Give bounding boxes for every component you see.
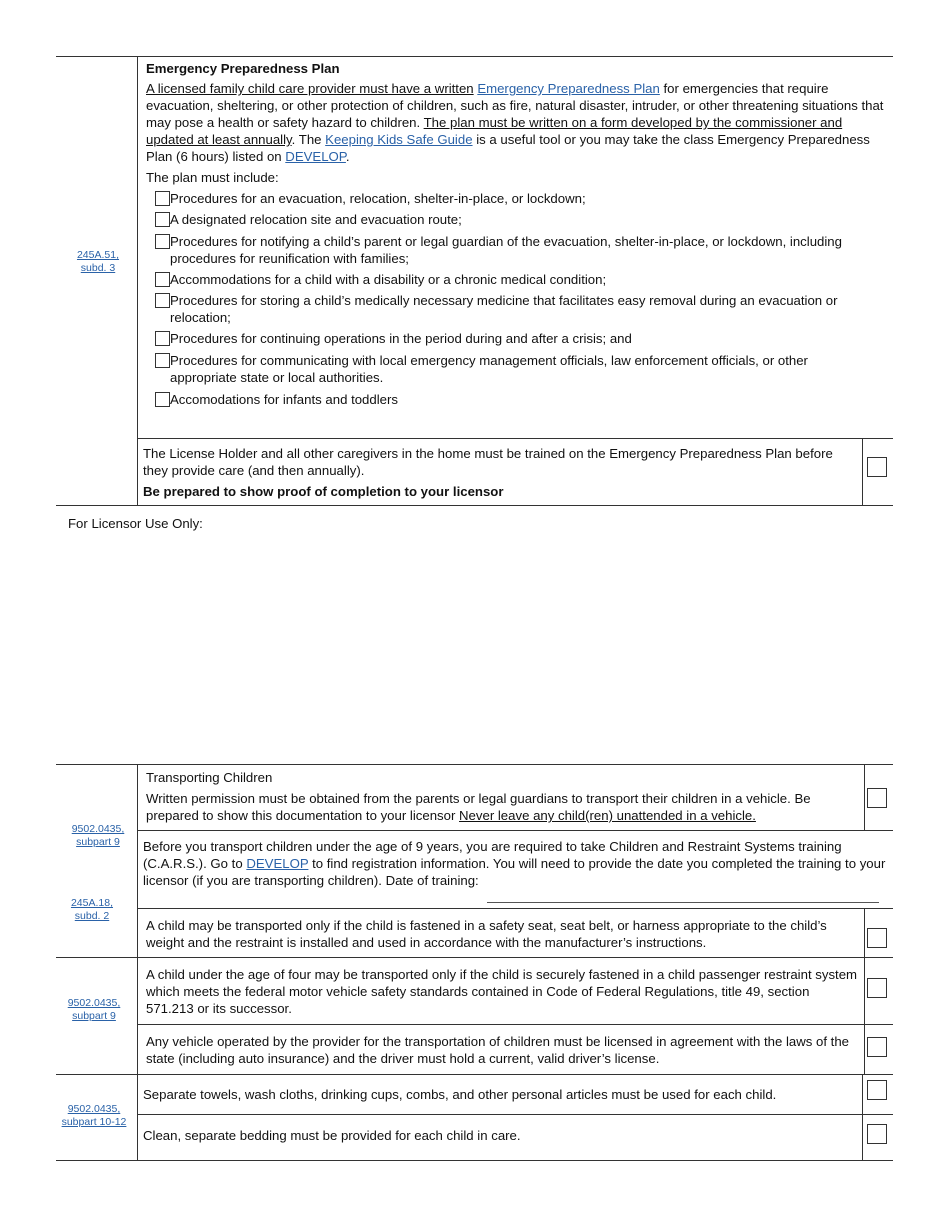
list-item: Accomodations for infants and toddlers [170,392,398,407]
citation-link-245a18[interactable] [54,897,130,923]
list-item: Procedures for storing a child’s medically necessary medicine that facilitates easy removal during an evacuation or relocation; [170,293,838,325]
list-item: Procedures for communicating with local emergency management officials, law enforcement officials, or other appropriate state or local authorities. [170,353,808,385]
plan-requirement-paragraph [146,80,886,165]
para-text: for emergencies that require evacuation, sheltering, or other protection of children, such as fire, natural disaster, intruder, or other threatening situations that may pose a health or safety hazard to children. [146,81,884,130]
safety-seat-requirement: A child may be transported only if the child is fastened in a safety seat, seat belt, or harness appropriate to the child’s weight and the restraint is installed and used in accordance with the manufacturer’s instructions. [146,918,827,950]
citation-line: subpart 10-12 [61,1116,127,1128]
list-item: Procedures for notifying a child’s parent or legal guardian of the evacuation, shelter-in-place, or lockdown, including procedures for reunification with families; [170,234,842,266]
section-title: Transporting Children [146,770,273,785]
citation-line: subd. 3 [80,262,116,274]
unattended-warning: Never leave any child(ren) unattended in a vehicle. [459,808,756,823]
citation-link-9502-0435-sp10-12[interactable] [56,1103,132,1129]
bedding-requirement: Clean, separate bedding must be provided for each child in care. [143,1128,521,1143]
bedding-checkbox[interactable] [867,1124,887,1144]
checkbox[interactable] [155,353,170,368]
plan-intro: The plan must include: [146,170,279,185]
checkbox[interactable] [155,392,170,407]
checkbox[interactable] [155,272,170,287]
checkbox[interactable] [155,212,170,227]
vehicle-license-checkbox[interactable] [867,1037,887,1057]
citation-line: subpart 9 [72,1010,116,1022]
vehicle-license-requirement: Any vehicle operated by the provider for the transportation of children must be licensed in agreement with the laws of the state (including auto insurance) and the driver must hold a current, valid driver’s license. [146,1034,849,1066]
checkbox[interactable] [155,234,170,249]
citation-line: subd. 2 [74,910,110,922]
training-checkbox[interactable] [867,457,887,477]
para-text-underline: The plan must be written on a form developed by the commissioner and updated at least annually [146,115,843,147]
citation-link-245a51[interactable] [60,249,136,275]
para-text: . [345,149,350,164]
licensor-use-label: For Licensor Use Only: [68,516,203,531]
section-title: Emergency Preparedness Plan [146,61,340,76]
permission-text: Written permission must be obtained from the parents or legal guardians to transport their children in a vehicle. Be prepared to show this documentation to your licensor [146,791,811,823]
citation-line: subpart 9 [76,836,120,848]
training-proof-note: Be prepared to show proof of completion to your licensor [143,484,504,499]
citation-line: 245A.51, [76,249,120,261]
develop-link[interactable]: DEVELOP [285,149,346,164]
citation-line: 9502.0435, [67,997,121,1009]
list-item: Procedures for an evacuation, relocation, shelter-in-place, or lockdown; [170,191,586,206]
checkbox[interactable] [155,331,170,346]
cars-training-requirement [143,838,888,889]
para-text: A licensed family child care provider must have a written [146,81,474,96]
under-four-checkbox[interactable] [867,978,887,998]
permission-requirement [146,790,846,824]
permission-checkbox[interactable] [867,788,887,808]
safety-seat-checkbox[interactable] [867,928,887,948]
citation-line: 9502.0435, [71,823,125,835]
personal-articles-requirement: Separate towels, wash cloths, drinking cups, combs, and other personal articles must be used for each child. [143,1087,777,1102]
para-text: is a useful tool or you may take the class Emergency Preparedness Plan (6 hours) listed on [146,132,870,164]
cars-text: Before you transport children under the age of 9 years, you are required to take Children and Restraint Systems training (C.A.R.S.). Go to [143,839,842,871]
training-requirement: The License Holder and all other caregivers in the home must be trained on the Emergency Preparedness Plan before they provide care (and then annually). [143,446,833,478]
develop-link[interactable]: DEVELOP [246,856,309,871]
training-date-field[interactable] [487,902,879,903]
cars-text: to find registration information. You will need to provide the date you completed the training to your licensor (if you are transporting children). Date of training: [143,856,886,888]
keeping-kids-safe-guide-link[interactable]: Keeping Kids Safe Guide [325,132,473,147]
emergency-preparedness-plan-link[interactable]: Emergency Preparedness Plan [477,81,660,96]
citation-link-9502-0435-sp9[interactable] [56,997,132,1023]
para-text: . The [291,132,322,147]
citation-line: 245A.18, [70,897,114,909]
citation-line: 9502.0435, [67,1103,121,1115]
list-item: Accommodations for a child with a disability or a chronic medical condition; [170,272,607,287]
personal-articles-checkbox[interactable] [867,1080,887,1100]
checkbox[interactable] [155,293,170,308]
list-item: A designated relocation site and evacuation route; [170,212,462,227]
checkbox[interactable] [155,191,170,206]
list-item: Procedures for continuing operations in the period during and after a crisis; and [170,331,632,346]
citation-link-9502-0435-sp9[interactable] [60,823,136,849]
under-four-requirement: A child under the age of four may be transported only if the child is securely fastened in a child passenger restraint system which meets the federal motor vehicle safety standards contained in Code of Federal Regulations, title 49, section 571.213 or its successor. [146,967,858,1016]
